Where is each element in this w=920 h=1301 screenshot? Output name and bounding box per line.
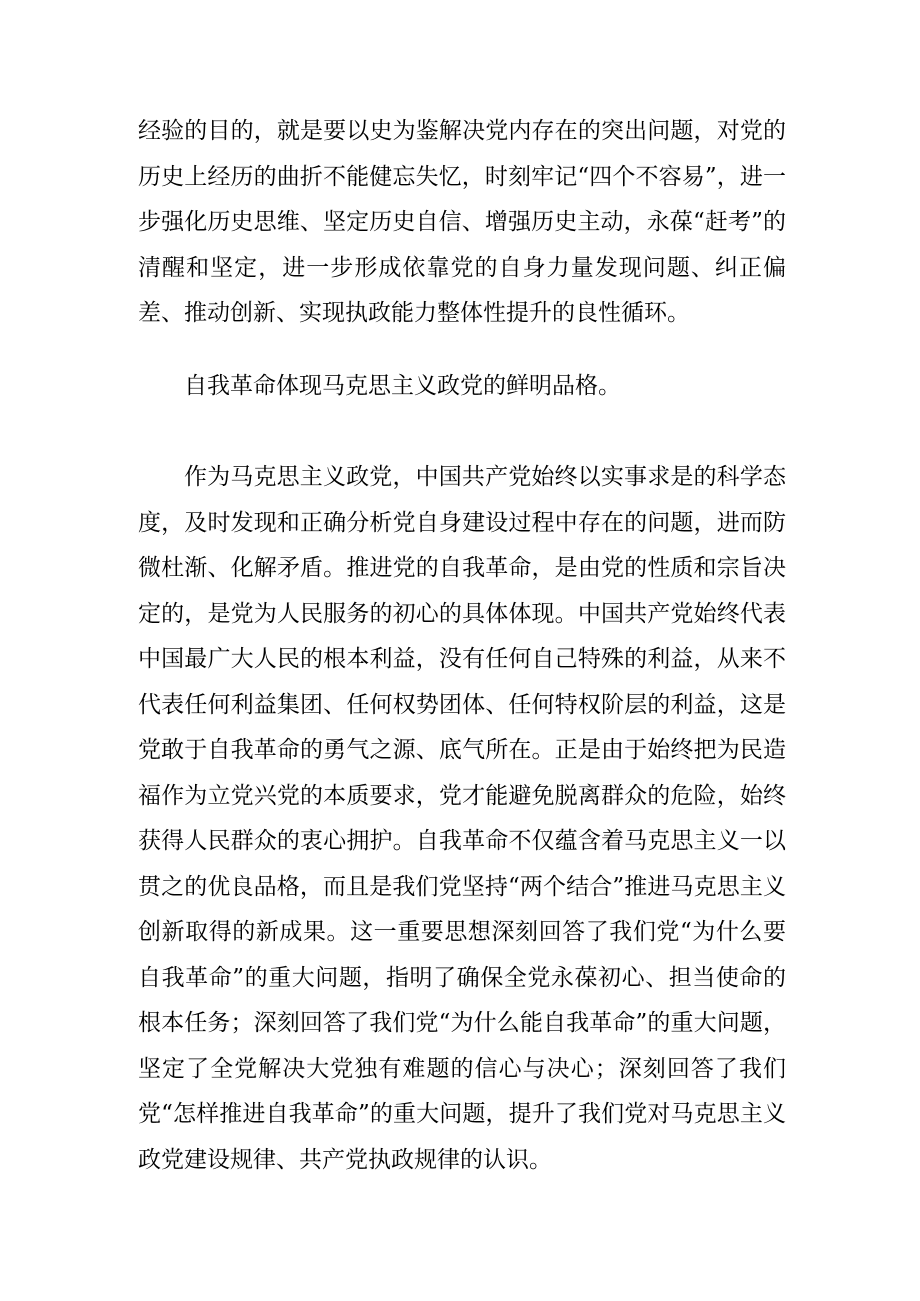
paragraph-body: 作为马克思主义政党，中国共产党始终以实事求是的科学态度，及时发现和正确分析党自身建设过程中存在的问题，进而防微杜渐、化解矛盾。推进党的自我革命，是由党的性质和宗旨决定的，是党为人民服务的初心的具体体现。中国共产党始终代表中国最广大人民的根本利益，没有任何自己特殊的利益，从来不代表任何利益集团、任何权势团体、任何特权阶层的利益，这是党敢于自我革命的勇气之源、底气所在。正是由于始终把为民造福作为立党兴党的本质要求，党才能避免脱离群众的危险，始终获得人民群众的衷心拥护。自我革命不仅蕴含着马克思主义一以贯之的优良品格，而且是我们党坚持“两个结合”推进马克思主义创新取得的新成果。这一重要思想深刻回答了我们党“为什么要自我革命”的重大问题，指明了确保全党永葆初心、担当使命的根本任务；深刻回答了我们党“为什么能自我革命”的重大问题，坚定了全党解决大党独有难题的信心与决心；深刻回答了我们党“怎样推进自我革命”的重大问题，提升了我们党对马克思主义政党建设规律、共产党执政规律的认识。 (138, 464, 786, 1173)
paragraph-heading-statement: 自我革命体现马克思主义政党的鲜明品格。 (184, 373, 621, 399)
paragraph-continuation: 经验的目的，就是要以史为鉴解决党内存在的突出问题，对党的历史上经历的曲折不能健忘失忆，时刻牢记“四个不容易”，进一步强化历史思维、坚定历史自信、增强历史主动，永葆“赶考”的清醒和坚定，进一步形成依靠党的自身力量发现问题、纠正偏差、推动创新、实现执政能力整体性提升的良性循环。 (138, 118, 786, 326)
